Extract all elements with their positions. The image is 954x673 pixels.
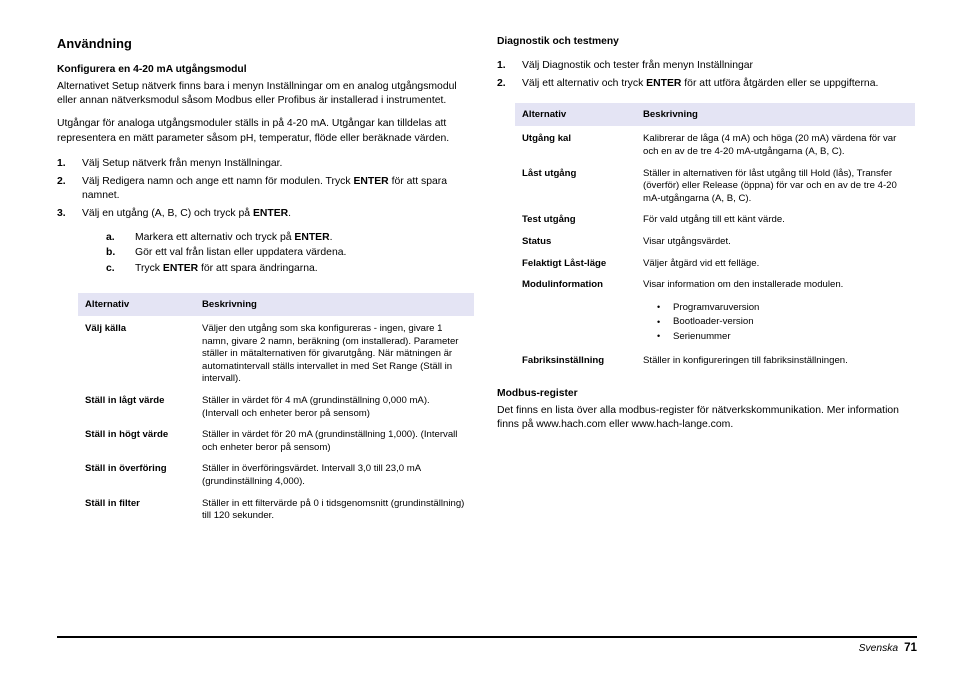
table-row: [78, 388, 474, 422]
intro-paragraph-2: Utgångar för analoga utgångsmoduler ställs in på 4-20 mA. Utgångar kan tilldelas att representera en mätt parameter såsom pH, temperatur, flöde eller beräknade värden.: [57, 118, 450, 144]
table-row: [515, 161, 915, 208]
table-header-row: [78, 293, 474, 316]
configure-steps-list: [57, 157, 477, 277]
step-text: Välj Diagnostik och tester från menyn Inställningar: [522, 60, 754, 71]
substeps-wrapper: [82, 231, 477, 277]
list-item: [497, 59, 917, 73]
diagnostics-steps-list: [497, 59, 917, 91]
step-marker: 2.: [57, 176, 66, 188]
substep-bold: ENTER: [294, 231, 330, 243]
footer: [859, 641, 917, 654]
option-name: Ställ in högt värde: [85, 429, 169, 441]
table-row: [515, 207, 915, 229]
list-item: [106, 246, 477, 261]
table-row: [515, 126, 915, 160]
option-description: Ställer in alternativen för låst utgång till Hold (lås), Transfer (överför) eller Release (öppna) för var och en av de tre 4-20 mA-utgångarna (A, B, C).: [643, 167, 897, 204]
substep-text: Gör ett val från listan eller uppdatera värdena.: [135, 247, 347, 259]
list-item: [497, 77, 917, 91]
table-header: [78, 293, 474, 316]
list-item: [57, 175, 477, 203]
option-name: Status: [522, 235, 552, 247]
option-description: Kalibrerar de låga (4 mA) och höga (20 mA) värdena för var och en av de tre 4-20 mA-utgångarna (A, B, C).: [643, 133, 897, 157]
option-name: Ställ in lågt värde: [85, 394, 165, 406]
option-name: Välj källa: [85, 323, 127, 335]
option-description: Ställer in värdet för 20 mA (grundinställning 1,000). (Intervall och enheter beror på sensom): [202, 429, 458, 453]
step-marker: 2.: [497, 78, 506, 90]
column-header-option: Alternativ: [78, 293, 195, 316]
step-text-post: för att utföra åtgärden eller se uppgifterna.: [681, 78, 879, 90]
subsection-heading-modbus: Modbus-register: [497, 387, 578, 399]
left-options-table-wrapper: [78, 293, 474, 525]
step-text-post: .: [288, 208, 292, 220]
right-options-table-wrapper: [515, 103, 915, 369]
substep-text: Markera ett alternativ och tryck på: [135, 231, 295, 243]
right-column: [497, 36, 917, 432]
option-name: Fabriksinställning: [522, 354, 605, 366]
table-body: [78, 316, 474, 525]
table-row: [78, 316, 474, 388]
footer-page-number: 71: [904, 641, 917, 654]
option-description: Ställer in värdet för 4 mA (grundinställning 0,000 mA). (Intervall och enheter beror på sensom): [202, 394, 430, 419]
option-name: Utgång kal: [522, 133, 572, 145]
list-item: [57, 157, 477, 171]
table-header: [515, 103, 915, 126]
list-item: • Bootloader-version: [657, 315, 909, 329]
substep-marker: a.: [106, 231, 115, 243]
step-text-post: för att spara namnet.: [82, 176, 448, 202]
step-text: Välj ett alternativ och tryck: [522, 78, 647, 90]
substep-text-post: för att spara ändringarna.: [198, 263, 318, 275]
option-description: Väljer åtgärd vid ett felläge.: [643, 257, 760, 269]
table-row: [515, 251, 915, 273]
option-name: Felaktigt Låst-läge: [522, 257, 607, 269]
option-name: Låst utgång: [522, 167, 577, 179]
option-description: För vald utgång till ett känt värde.: [643, 214, 785, 226]
table-row: [515, 348, 915, 370]
table-header-row: [515, 103, 915, 126]
column-header-description: Beskrivning: [195, 293, 474, 316]
table-row: [78, 456, 474, 490]
page-title: Användning: [57, 36, 132, 51]
substep-marker: b.: [106, 247, 116, 259]
substep-text-post: .: [329, 231, 333, 243]
step-marker: 1.: [497, 60, 506, 71]
option-name: Ställ in överföring: [85, 463, 167, 475]
list-item: [57, 207, 477, 277]
subsection-heading-configure: Konfigurera en 4-20 mA utgångsmodul: [57, 64, 247, 75]
option-description: Ställer in konfigureringen till fabriksinställningen.: [643, 354, 848, 366]
option-description-text: Visar information om den installerade modulen.: [643, 279, 844, 291]
intro-paragraph-1: Alternativet Setup nätverk finns bara i menyn Inställningar om en analog utgångsmodul eller annan nätverksmodul såsom Modbus eller Profibus är installerad i instrumentet.: [57, 81, 457, 107]
option-name: Ställ in filter: [85, 497, 140, 509]
list-item: • Programvaruversion: [657, 301, 909, 315]
column-header-description: Beskrivning: [636, 103, 915, 126]
option-description: Ställer in överföringsvärdet. Intervall 3,0 till 23,0 mA (grundinställning 4,000).: [202, 463, 421, 487]
table-row: [78, 422, 474, 456]
configure-substeps-list: [106, 231, 477, 277]
table-row: [515, 272, 915, 348]
column-header-option: Alternativ: [515, 103, 636, 126]
step-bold: ENTER: [353, 176, 389, 188]
list-item: • Serienummer: [657, 330, 909, 344]
option-description: Väljer den utgång som ska konfigureras - ingen, givare 1 namn, givare 2 namn, beräkning (om installerad). Parameter ställer in mätalternativen för givarutgång. När mätningen är automatintervall ställs intervallet in med Set Range (Ställ in intervall).: [202, 323, 459, 385]
step-text: Välj Redigera namn och ange ett namn för modulen. Tryck: [82, 176, 354, 188]
step-text: Välj en utgång (A, B, C) och tryck på: [82, 208, 253, 220]
option-name: Test utgång: [522, 214, 576, 226]
step-bold: ENTER: [252, 208, 289, 220]
module-info-bullet-list: [643, 301, 909, 344]
list-item: [106, 231, 477, 246]
configure-options-table: [78, 293, 474, 525]
step-marker: 3.: [57, 208, 66, 220]
table-row: [78, 491, 474, 525]
option-name: Modulinformation: [522, 279, 603, 291]
step-bold: ENTER: [646, 78, 682, 90]
list-item: [106, 262, 477, 277]
footer-language: Svenska: [858, 643, 899, 654]
substep-bold: ENTER: [162, 263, 199, 275]
step-marker: 1.: [57, 157, 66, 169]
option-description: Ställer in ett filtervärde på 0 i tidsgenomsnitt (grundinställning) till 120 sekunder.: [202, 497, 465, 522]
step-text: Välj Setup nätverk från menyn Inställningar.: [82, 157, 283, 169]
subsection-heading-diagnostics: Diagnostik och testmeny: [497, 36, 619, 47]
option-description: Visar utgångsvärdet.: [643, 235, 731, 247]
left-column: [57, 36, 477, 525]
option-description: [636, 272, 915, 348]
table-row: [515, 229, 915, 251]
modbus-paragraph: Det finns en lista över alla modbus-register för nätverkskommunikation. Mer information finns på www.hach.com eller www.hach-lange.com.: [497, 404, 899, 430]
substep-text: Tryck: [135, 263, 163, 275]
substep-marker: c.: [106, 263, 115, 275]
diagnostics-options-table: [515, 103, 915, 369]
table-body: [515, 126, 915, 369]
footer-divider: [57, 636, 917, 638]
